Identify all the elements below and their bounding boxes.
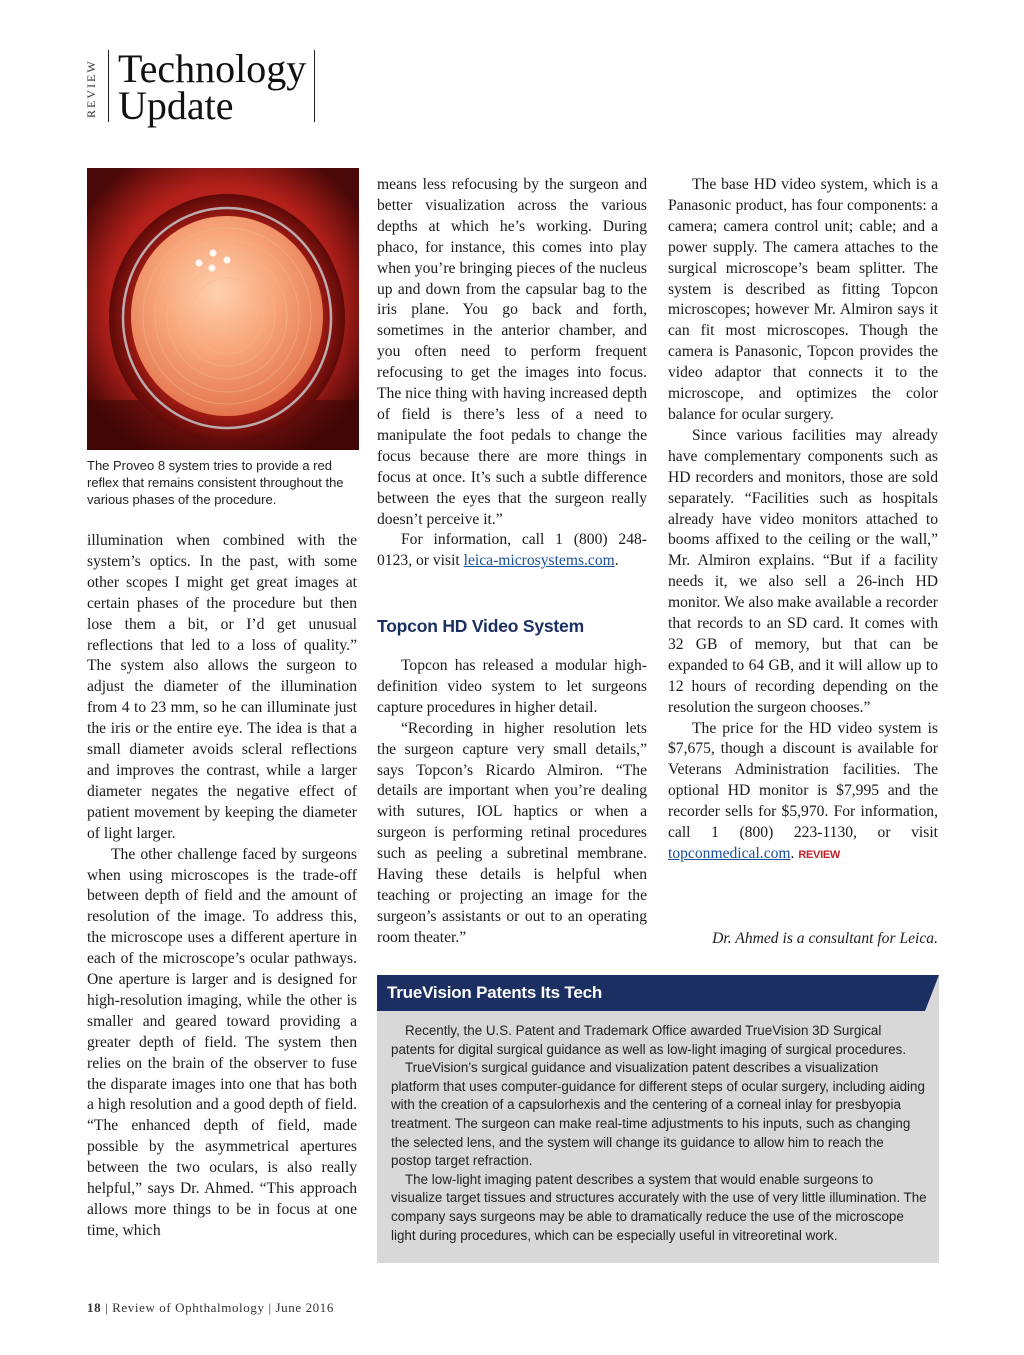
publication-name: Review of Ophthalmology — [112, 1300, 265, 1315]
page-number: 18 — [87, 1300, 102, 1315]
col2-paragraph-1: means less refocusing by the surgeon and better visualization across the various depths at which he’s working. During phaco, for instance, this comes into play when you’re bringing pieces of the nucleus up and down from the capsular bag to the iris plane. You go back and forth, sometimes in the anterior chamber, and you often need to perform frequent refocusing to get the images into focus. The nice thing with having increased depth of field is there’s less of a need to manipulate the foot pedals to change the focus because there are more things in focus at once. It’s such a subtle difference between the eyes that the surgeon really doesn’t perceive it.” — [377, 176, 647, 528]
col3-paragraph-2: Since various facilities may already have complementary components such as HD recorders and monitors, those are sold separately. “Facilities such as hospitals already have video monitors attached to booms affixed to the ceiling or the wall,” Mr. Almiron explains. “But if a facility needs it, we also sell a 26-inch HD monitor. We also make available a recorder that records to an SD card. It comes with 32 GB of memory, but that can be expanded to 64 GB, and it will allow up to 12 hours of recording depending on the resolution the surgeon chooses.” — [668, 426, 938, 716]
col1-paragraph-2: The other challenge faced by surgeons when using microscopes is the trade-off between depth of field and the amount of resolution of the image. To address this, the microscope uses a different aperture in each of the microscope’s ocular pathways. One aperture is larger and is designed for high-resolution imaging, while the other is smaller and geared toward providing a greater depth of field. The system then relies on the brain of the observer to fuse the disparate images into one that has both a high resolution and a good depth of field. “The enhanced depth of field, made possible by the asymmetrical apertures between the two oculars, is also really helpful,” says Dr. Ahmed. “This approach allows more things to be in focus at one time, which — [87, 845, 357, 1239]
sidebar-paragraph-1: Recently, the U.S. Patent and Trademark Office awarded TrueVision 3D Surgical patents for digital surgical guidance as well as low-light imaging of surgical procedures. — [391, 1023, 907, 1057]
sidebar-body — [391, 1022, 927, 1245]
title-line-1: Technology — [118, 46, 307, 91]
col3-info-suffix: . — [790, 845, 795, 862]
topcon-link[interactable]: topconmedical.com — [668, 845, 791, 862]
header-rule-left — [108, 50, 109, 122]
footer-sep-2: | — [268, 1300, 276, 1315]
sidebar-paragraph-2: TrueVision’s surgical guidance and visualization patent describes a visualization platform that uses computer-guidance for different steps of ocular surgery, including aiding with the creation of a capsulorhexis and the centering of a corneal inlay for presbyopia treatment. The surgeon can make real-time adjustments to his inputs, such as changing the selected lens, and the system will change its guidance to allow him to reach the postop target refraction. — [391, 1060, 925, 1169]
col2-info-suffix: . — [614, 552, 619, 570]
sidebar-title: TrueVision Patents Its Tech — [387, 983, 603, 1002]
section-label: REVIEW — [84, 59, 98, 119]
column-1 — [87, 531, 357, 1242]
col2-paragraph-3: Topcon has released a modular high-definition video system to let surgeons capture procedures in higher detail. — [377, 657, 647, 716]
col3-paragraph-3 — [668, 719, 938, 866]
header-rule-right — [314, 50, 315, 122]
column-2-bottom — [377, 656, 647, 949]
proveo-eye-photo — [87, 168, 359, 450]
title-line-2: Update — [118, 83, 234, 128]
col3-paragraph-1: The base HD video system, which is a Panasonic product, has four components: a camera; camera control unit; cable; and a power supply. The camera attaches to the surgical microscope’s beam splitter. The system is described as fitting Topcon microscopes; however Mr. Almiron says it can fit most microscopes. Though the camera is Panasonic, Topcon provides the video adaptor that connects it to the microscope, and optimizes the color balance for ocular surgery. — [668, 176, 938, 423]
review-end-mark: REVIEW — [798, 849, 840, 861]
leica-link[interactable]: leica-microsystems.com — [463, 552, 615, 570]
footer-sep-1: | — [105, 1300, 113, 1315]
col2-paragraph-4: “Recording in higher resolution lets the surgeon capture very small details,” says Topcon’s Ricardo Almiron. “The details are important when you’re dealing with sutures, IOL haptics or when a surgeon is performing retinal procedures such as peeling a subretinal membrane. Having these details is helpful when teaching or projecting an image for the surgeon’s assistants or out to an operating room theater.” — [377, 719, 647, 946]
sidebar-paragraph-3: The low-light imaging patent describes a system that would enable surgeons to visualize target tissues and structures accurately with the use of very little illumination. The company says surgeons may be able to dramatically reduce the use of the microscope light during procedures, which can be especially useful in vitreoretinal work. — [391, 1171, 927, 1243]
column-3 — [668, 175, 938, 866]
col3-info-prefix: The price for the HD video system is $7,675, though a discount is available for Veterans Administration facilities. The optional HD monitor is $7,995 and the recorder sells for $5,970. For information, call 1 (800) 223-1130, or visit — [668, 719, 938, 842]
figure-caption: The Proveo 8 system tries to provide a red reflex that remains consistent throughout the various phases of the procedure. — [87, 458, 344, 507]
page-title — [118, 46, 307, 128]
col2-info-prefix: For information, call 1 (800) 248-0123, or visit — [377, 531, 647, 570]
author-byline: Dr. Ahmed is a consultant for Leica. — [712, 930, 938, 947]
topcon-subhead: Topcon HD Video System — [377, 616, 584, 636]
column-2-top — [377, 175, 647, 572]
eye-illustration — [87, 168, 359, 450]
col2-paragraph-2 — [377, 530, 647, 572]
col1-paragraph-1: illumination when combined with the system’s optics. In the past, with some other scopes I might get great images at certain phases of the procedure but then lose them a bit, or I’d get unusual reflections that led to a loss of quality.” The system also allows the surgeon to adjust the diameter of the illumination from 4 to 23 mm, so he can illuminate just the iris or the entire eye. The idea is that a small diameter avoids scleral reflections and improves the contrast, while a larger diameter negates the negative effect of patient movement by keeping the diameter of light larger. — [87, 532, 357, 842]
page-footer — [87, 1300, 334, 1316]
issue-date: June 2016 — [275, 1300, 334, 1315]
